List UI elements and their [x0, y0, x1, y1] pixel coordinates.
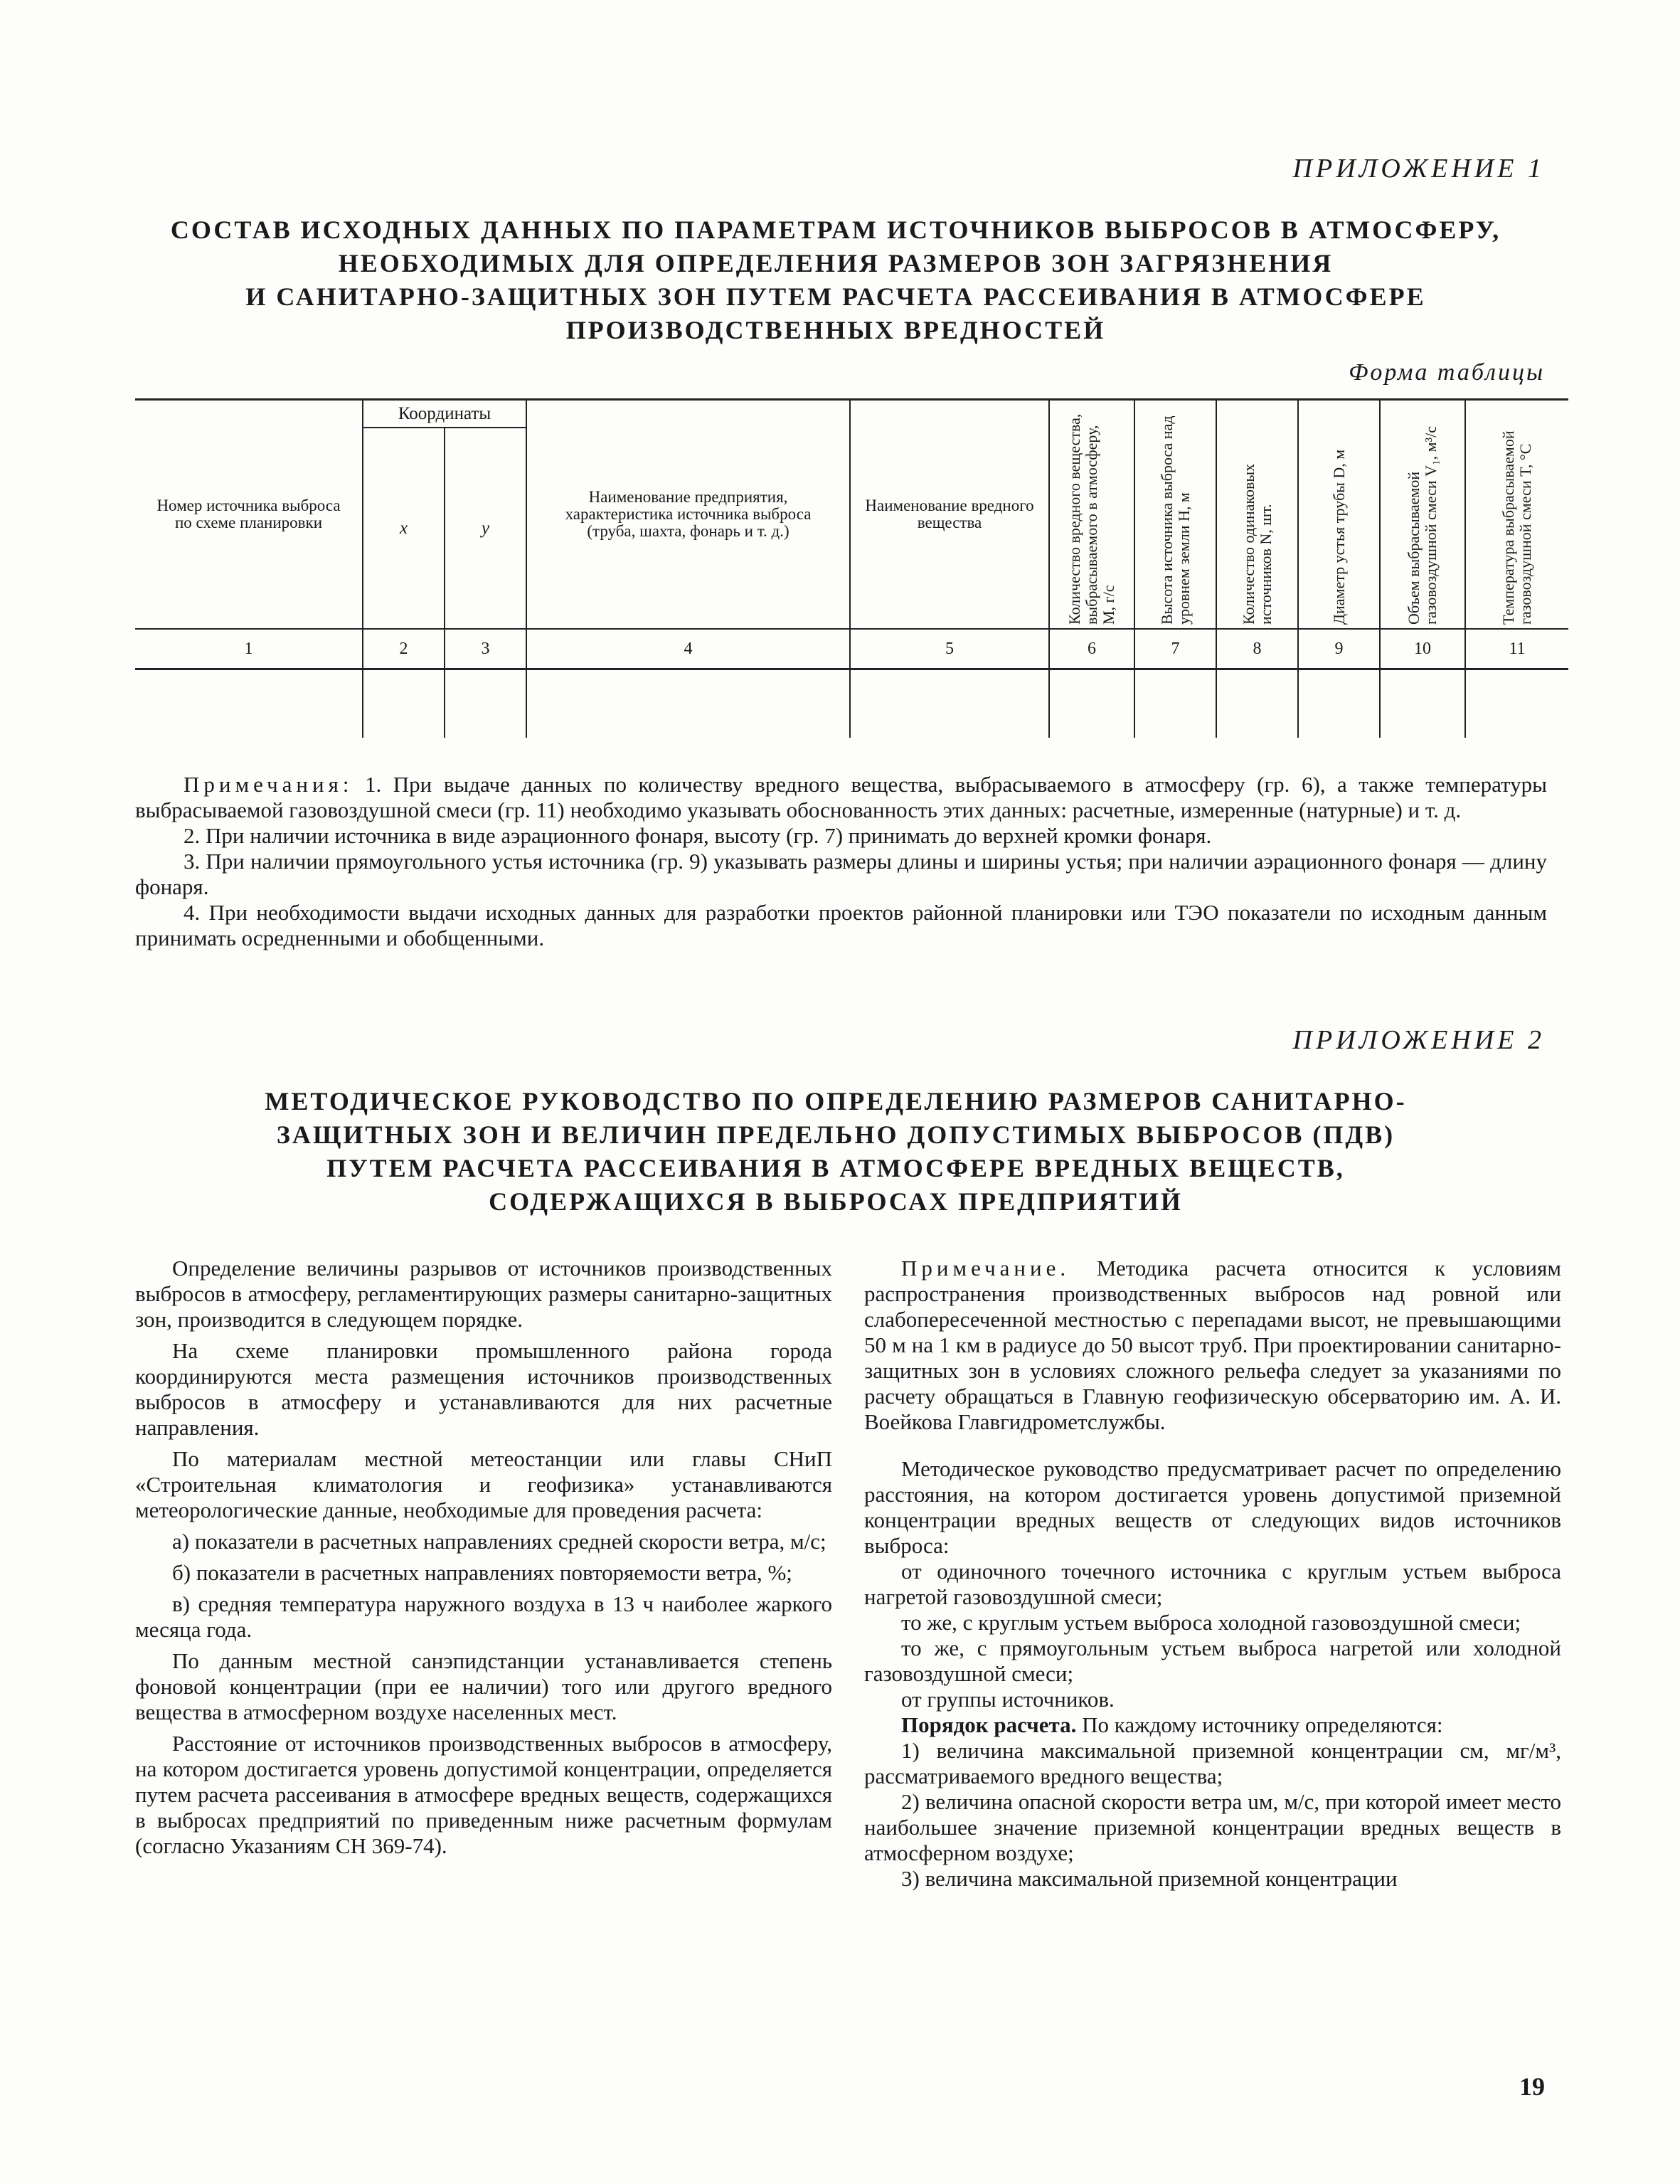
column-number: 4: [526, 629, 850, 669]
table-cell: [850, 669, 1049, 738]
body-paragraph: в) средняя температура наружного воздуха в 13 ч наиболее жаркого месяца года.: [135, 1591, 832, 1642]
body-paragraph: б) показатели в расчетных направлениях повторяемости ветра, %;: [172, 1560, 792, 1585]
appendix-1-notes: [135, 772, 1547, 951]
header-col-9-text: Диаметр устья трубы D, м: [1329, 449, 1348, 625]
header-x-text: x: [399, 518, 408, 538]
header-x: [363, 428, 445, 629]
order-text: По каждому источнику определяются:: [1082, 1712, 1443, 1737]
notes-label: Примечания:: [184, 772, 353, 797]
form-label: Форма таблицы: [1349, 359, 1545, 386]
column-number: 11: [1465, 629, 1568, 669]
column-number: 1: [135, 629, 363, 669]
column-number: 2: [363, 629, 445, 669]
table-cell: [526, 669, 850, 738]
header-enterprise-text: Наименование предприятия, характеристика источника выброса (труба, шахта, фонарь и т. д.): [565, 488, 812, 540]
header-coordinates: [363, 400, 526, 428]
table-row: [135, 669, 1568, 738]
method-note-label: Примечание.: [901, 1256, 1070, 1281]
table-cell: [1380, 669, 1465, 738]
note-text: 1. При выдаче данных по количеству вредного вещества, выбрасываемого в атмосферу (гр. 6), а также температуры выбрасываемой газовоздушной смеси (гр. 11) необходимо указывать обоснованность этих данных: расчетные, измеренные (натурные) и т. д.: [135, 772, 1548, 822]
method-note-text: Методика расчета относится к условиям распространения производственных выбросов над ровной или слабопересеченной местностью с перепадами высот, не превышающими 50 м на 1 км в радиусе до 50 высот труб. При проектировании санитарно-защитных зон в условиях сложного рельефа следует за указаниями по расчету обращаться в Главную геофизическую обсерваторию им. А. И. Воейкова Главгидрометслужбы.: [864, 1256, 1561, 1434]
header-source-number-text: Номер источника выброса по схеме планировки: [156, 497, 341, 531]
body-paragraph: Расстояние от источников производственных выбросов в атмосферу, на котором достигается уровень допустимой концентрации, определяется путем расчета рассеивания в атмосфере вредных веществ, содержащихся в выбросах предприятий по приведенным ниже расчетным формулам (согласно Указаниям СН 369-74).: [135, 1731, 832, 1858]
page-number: 19: [1519, 2072, 1545, 2101]
header-source-number: [135, 400, 363, 630]
body-paragraph: а) показатели в расчетных направлениях средней скорости ветра, м/с;: [172, 1529, 826, 1554]
header-col-6: [1049, 400, 1134, 630]
header-substance-text: Наименование вредного вещества: [865, 497, 1034, 531]
body-paragraph: Методическое руководство предусматривает расчет по определению расстояния, на котором достигается уровень допустимой приземной концентрации вредных веществ от следующих видов источников выброса:: [864, 1456, 1561, 1558]
column-number: 7: [1134, 629, 1216, 669]
table-cell: [1134, 669, 1216, 738]
column-number: 5: [850, 629, 1049, 669]
order-item: 3) величина максимальной приземной концентрации: [901, 1866, 1398, 1891]
header-y-text: y: [481, 518, 490, 538]
table-cell: [1049, 669, 1134, 738]
header-col-11: [1465, 400, 1568, 630]
order-label: Порядок расчета.: [901, 1712, 1077, 1737]
left-column: [135, 1256, 832, 1865]
order-paragraph: [864, 1712, 1561, 1738]
order-item: 2) величина опасной скорости ветра uм, м/с, при которой имеет место наибольшее значение приземной концентрации вредных веществ в атмосферном воздухе;: [864, 1789, 1561, 1865]
order-item: 1) величина максимальной приземной концентрации cм, мг/м³, рассматриваемого вредного вещества;: [864, 1738, 1561, 1788]
column-number: 10: [1380, 629, 1465, 669]
table-cell: [1216, 669, 1298, 738]
body-paragraph: На схеме планировки промышленного района города координируются места размещения источников производственных выбросов в атмосферу и устанавливаются для них расчетные направления.: [135, 1338, 832, 1440]
right-column: [864, 1256, 1561, 1892]
note-paragraph: 4. При необходимости выдачи исходных данных для разработки проектов районной планировки или ТЭО показатели по исходным данным принимать осредненными и обобщенными.: [135, 900, 1547, 950]
header-col-8: [1216, 400, 1298, 630]
title-line: МЕТОДИЧЕСКОЕ РУКОВОДСТВО ПО ОПРЕДЕЛЕНИЮ РАЗМЕРОВ САНИТАРНО-: [265, 1087, 1407, 1115]
header-coordinates-text: Координаты: [398, 403, 491, 423]
table-cell: [135, 669, 363, 738]
table-cell: [1465, 669, 1568, 738]
header-col-8-text: Количество одинаковых источников N, шт.: [1239, 463, 1275, 625]
title-line: СОДЕРЖАЩИХСЯ В ВЫБРОСАХ ПРЕДПРИЯТИЙ: [489, 1187, 1183, 1216]
table-cell: [445, 669, 526, 738]
title-line: ПРОИЗВОДСТВЕННЫХ ВРЕДНОСТЕЙ: [565, 316, 1106, 344]
body-paragraph: то же, с прямоугольным устьем выброса нагретой или холодной газовоздушной смеси;: [864, 1636, 1561, 1686]
body-paragraph: По данным местной санэпидстанции устанавливается степень фоновой концентрации (при ее наличии) того или другого вредного вещества в атмосферном воздухе населенных мест.: [135, 1648, 832, 1724]
header-enterprise: [526, 400, 850, 630]
method-note: [864, 1256, 1561, 1435]
column-number: 3: [445, 629, 526, 669]
header-col-9: [1298, 400, 1380, 630]
source-data-table: [135, 398, 1568, 738]
title-line: И САНИТАРНО-ЗАЩИТНЫХ ЗОН ПУТЕМ РАСЧЕТА РАССЕИВАНИЯ В АТМОСФЕРЕ: [245, 282, 1426, 311]
body-paragraph: Определение величины разрывов от источников производственных выбросов в атмосферу, регламентирующих размеры санитарно-защитных зон, производится в следующем порядке.: [135, 1256, 832, 1332]
title-line: СОСТАВ ИСХОДНЫХ ДАННЫХ ПО ПАРАМЕТРАМ ИСТОЧНИКОВ ВЫБРОСОВ В АТМОСФЕРУ,: [170, 216, 1501, 244]
appendix-1-label: ПРИЛОЖЕНИЕ 1: [1292, 154, 1545, 184]
appendix-2-title: [114, 1085, 1558, 1219]
note-paragraph: 3. При наличии прямоугольного устья источника (гр. 9) указывать размеры длины и ширины устья; при наличии аэрационного фонаря — длину фонаря.: [135, 849, 1547, 899]
column-number: 9: [1298, 629, 1380, 669]
column-number: 8: [1216, 629, 1298, 669]
appendix-2-label: ПРИЛОЖЕНИЕ 2: [1292, 1025, 1545, 1055]
header-col-7: [1134, 400, 1216, 630]
table-cell: [1298, 669, 1380, 738]
title-line: ЗАЩИТНЫХ ЗОН И ВЕЛИЧИН ПРЕДЕЛЬНО ДОПУСТИМЫХ ВЫБРОСОВ (ПДВ): [276, 1120, 1395, 1149]
body-paragraph: то же, с круглым устьем выброса холодной газовоздушной смеси;: [901, 1610, 1521, 1635]
header-col-10: [1380, 400, 1465, 630]
title-line: НЕОБХОДИМЫХ ДЛЯ ОПРЕДЕЛЕНИЯ РАЗМЕРОВ ЗОН ЗАГРЯЗНЕНИЯ: [338, 249, 1334, 277]
appendix-1-title: [114, 213, 1558, 347]
header-col-7-text: Высота источника выброса над уровнем земли H, м: [1157, 415, 1193, 625]
body-paragraph: от одиночного точечного источника с круглым устьем выброса нагретой газовоздушной смеси;: [864, 1559, 1561, 1609]
table-cell: [363, 669, 445, 738]
note-paragraph: [135, 772, 1547, 823]
note-paragraph: 2. При наличии источника в виде аэрационного фонаря, высоту (гр. 7) принимать до верхней кромки фонаря.: [184, 823, 1212, 848]
header-col-6-text: Количество вредного вещества, выбрасываемого в атмосферу, M, г/с: [1065, 413, 1117, 625]
column-number: 6: [1049, 629, 1134, 669]
body-paragraph: от группы источников.: [901, 1687, 1115, 1712]
header-col-11-text: Температура выбрасываемой газовоздушной смеси T, °C: [1499, 430, 1534, 625]
title-line: ПУТЕМ РАСЧЕТА РАССЕИВАНИЯ В АТМОСФЕРЕ ВРЕДНЫХ ВЕЩЕСТВ,: [326, 1154, 1345, 1182]
body-paragraph: По материалам местной метеостанции или главы СНиП «Строительная климатология и геофизика» устанавливаются метеорологические данные, необходимые для проведения расчета:: [135, 1446, 832, 1522]
header-col-10-text: Объем выбрасываемой газовоздушной смеси V₁, м³/с: [1405, 425, 1440, 625]
header-substance: [850, 400, 1049, 630]
header-y: [445, 428, 526, 629]
